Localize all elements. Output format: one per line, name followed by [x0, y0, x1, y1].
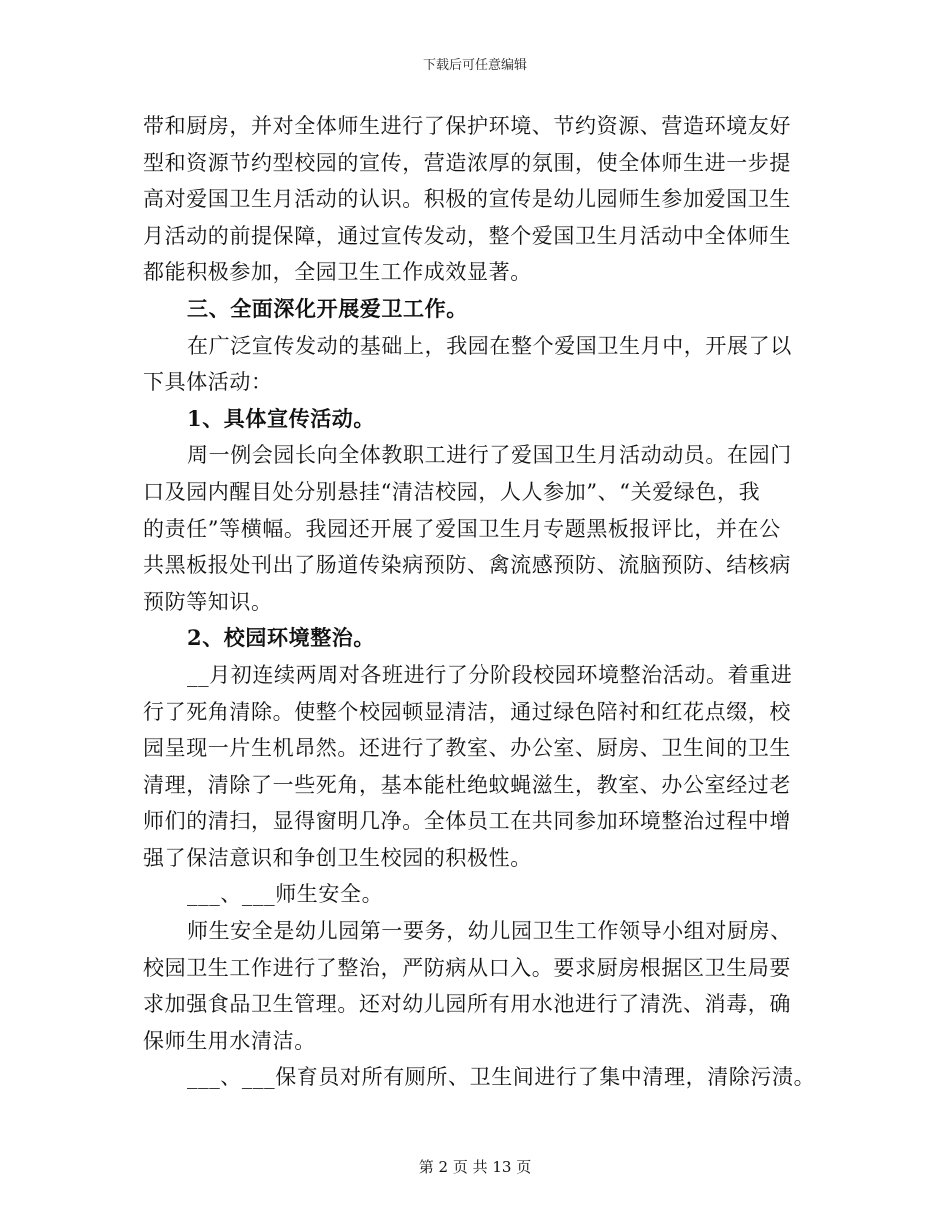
page-header: 下载后可任意编辑	[422, 58, 527, 73]
paragraph-line: 强了保洁意识和争创卫生校园的积极性。	[143, 845, 532, 870]
paragraph-line: 师生安全是幼儿园第一要务，幼儿园卫生工作领导小组对厨房、	[187, 919, 792, 944]
paragraph-line: 的责任”等横幅。我园还开展了爱国卫生月专题黑板报评比，并在公	[143, 516, 781, 541]
paragraph-line: 在广泛宣传发动的基础上，我园在整个爱国卫生月中，开展了以	[187, 333, 792, 358]
paragraph-line: 都能积极参加，全园卫生工作成效显著。	[143, 260, 532, 285]
paragraph-line: 校园卫生工作进行了整治，严防病从口入。要求厨房根据区卫生局要	[143, 955, 791, 980]
paragraph-line: 求加强食品卫生管理。还对幼儿园所有用水池进行了清洗、消毒，确	[143, 992, 791, 1017]
paragraph-line: 型和资源节约型校园的宣传，营造浓厚的氛围，使全体师生进一步提	[143, 150, 791, 175]
paragraph-line: 带和厨房，并对全体师生进行了保护环境、节约资源、营造环境友好	[143, 114, 791, 138]
paragraph-line: 保师生用水清洁。	[143, 1028, 316, 1053]
paragraph-line: 共黑板报处刊出了肠道传染病预防、禽流感预防、流脑预防、结核病	[143, 553, 791, 578]
paragraph-line: 清理，清除了一些死角，基本能杜绝蚊蝇滋生，教室、办公室经过老	[143, 772, 791, 797]
section-heading: 1、具体宣传活动。	[187, 405, 376, 431]
paragraph-line: 周一例会园长向全体教职工进行了爱国卫生月活动动员。在园门	[187, 443, 792, 468]
paragraph-line: 预防等知识。	[143, 589, 273, 614]
section-heading: 三、全面深化开展爱卫工作。	[187, 295, 468, 321]
paragraph-line: 月活动的前提保障，通过宣传发动，整个爱国卫生月活动中全体师生	[143, 223, 791, 248]
page-footer: 第 2 页 共 13 页	[418, 1158, 532, 1176]
paragraph-line: ___、___师生安全。	[187, 882, 384, 907]
paragraph-line: 师们的清扫，显得窗明几净。全体员工在共同参加环境整治过程中增	[143, 809, 791, 834]
paragraph-line: 下具体活动：	[143, 370, 273, 395]
document-body	[143, 108, 823, 1096]
paragraph-line: __月初连续两周对各班进行了分阶段校园环境整治活动。着重进	[187, 662, 793, 687]
paragraph-line: 行了死角清除。使整个校园顿显清洁，通过绿色陪衬和红花点缀，校	[143, 699, 791, 724]
paragraph-line: 高对爱国卫生月活动的认识。积极的宣传是幼儿园师生参加爱国卫生	[143, 187, 791, 212]
paragraph-line: 园呈现一片生机昂然。还进行了教室、办公室、厨房、卫生间的卫生	[143, 736, 791, 761]
paragraph-line: 口及园内醒目处分别悬挂“清洁校园，人人参加”、“关爱绿色，我	[143, 479, 761, 504]
section-heading: 2、校园环境整治。	[187, 625, 376, 651]
paragraph-line: ___、___保育员对所有厕所、卫生间进行了集中清理，清除污渍。	[187, 1065, 816, 1090]
